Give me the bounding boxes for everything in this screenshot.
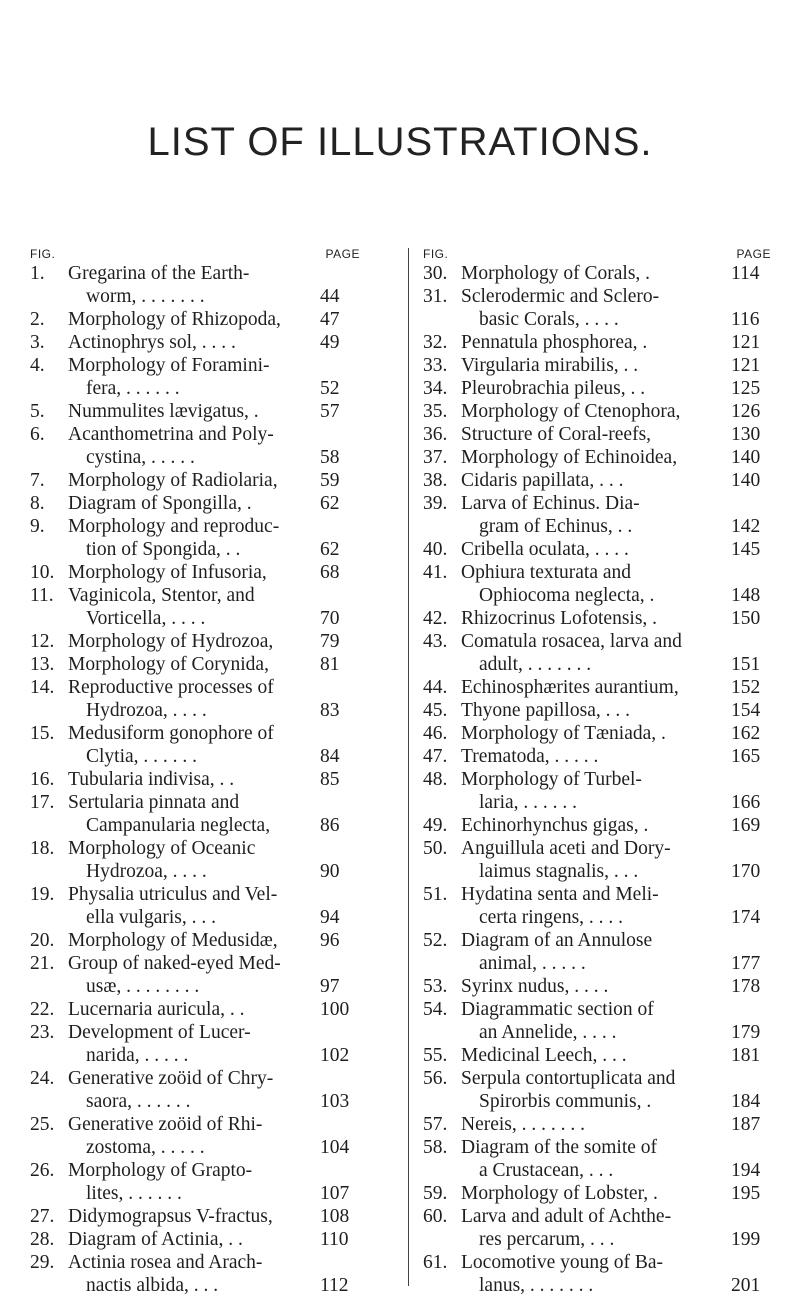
figure-number: 45. [423, 700, 448, 721]
caption-text: Physalia utriculus and Vel- [68, 884, 278, 905]
caption-text: res percarum, . . . [479, 1229, 615, 1250]
page-number: 154 [731, 700, 761, 721]
figure-number: 9. [30, 516, 45, 537]
figure-number: 4. [30, 355, 45, 376]
caption-text: Development of Lucer- [68, 1022, 251, 1043]
list-item [423, 538, 771, 561]
caption-text: lites, . . . . . . [86, 1183, 182, 1204]
caption-text: Ophiura texturata and [461, 562, 632, 583]
page-number: 125 [731, 378, 761, 399]
page-number: 162 [731, 723, 761, 744]
caption-text: Larva and adult of Achthe- [461, 1206, 672, 1227]
page-number: 194 [731, 1160, 761, 1181]
figure-number: 16. [30, 769, 55, 790]
page-number: 126 [731, 401, 761, 422]
caption-text: Morphology of Turbel- [461, 769, 642, 790]
caption-text: Pennatula phosphorea, . [461, 332, 648, 353]
list-item [423, 722, 771, 745]
figure-number: 2. [30, 309, 45, 330]
caption-text: Trematoda, . . . . . [461, 746, 599, 767]
figure-number: 55. [423, 1045, 448, 1066]
list-item [423, 377, 771, 400]
caption-text: Locomotive young of Ba- [461, 1252, 663, 1273]
page-number: 170 [731, 861, 761, 882]
page-number: 100 [320, 999, 350, 1020]
list-item [30, 469, 360, 492]
caption-text: Cidaris papillata, . . . [461, 470, 624, 491]
caption-text: Diagram of Actinia, . . [68, 1229, 243, 1250]
caption-text: Actinophrys sol, . . . . [68, 332, 236, 353]
list-item [30, 1067, 360, 1113]
caption-text: Pleurobrachia pileus, . . [461, 378, 646, 399]
page-number: 116 [731, 309, 760, 330]
caption-text: Lucernaria auricula, . . [68, 999, 245, 1020]
list-item [30, 515, 360, 561]
caption-text: ella vulgaris, . . . [86, 907, 216, 928]
page-number: 59 [320, 470, 340, 491]
list-item [423, 975, 771, 998]
list-item [30, 998, 360, 1021]
list-item [30, 1205, 360, 1228]
figure-number: 33. [423, 355, 448, 376]
figure-number: 60. [423, 1206, 448, 1227]
caption-text: Clytia, . . . . . . [86, 746, 198, 767]
caption-text: Serpula contortuplicata and [461, 1068, 676, 1089]
list-item [423, 1044, 771, 1067]
caption-text: Echinorhynchus gigas, . [461, 815, 649, 836]
figure-number: 3. [30, 332, 45, 353]
figure-number: 17. [30, 792, 55, 813]
list-item [30, 1159, 360, 1205]
caption-text: Vorticella, . . . . [86, 608, 206, 629]
list-item [30, 676, 360, 722]
list-item [423, 745, 771, 768]
caption-text: Diagram of the somite of [461, 1137, 658, 1158]
caption-text: Vaginicola, Stentor, and [68, 585, 255, 606]
figure-number: 7. [30, 470, 45, 491]
caption-text: Hydrozoa, . . . . [86, 700, 207, 721]
list-item [423, 814, 771, 837]
caption-text: Cribella oculata, . . . . [461, 539, 629, 560]
list-item [30, 561, 360, 584]
page-number: 94 [320, 907, 340, 928]
caption-text: Morphology of Hydrozoa, [68, 631, 274, 652]
page-number: 107 [320, 1183, 350, 1204]
figure-number: 48. [423, 769, 448, 790]
list-item [30, 1228, 360, 1251]
figure-number: 57. [423, 1114, 448, 1135]
list-item [30, 1113, 360, 1159]
list-item [423, 929, 771, 975]
page-number: 104 [320, 1137, 350, 1158]
list-item [30, 768, 360, 791]
page-number: 70 [320, 608, 340, 629]
page-number: 52 [320, 378, 340, 399]
caption-text: Thyone papillosa, . . . [461, 700, 630, 721]
list-item [423, 469, 771, 492]
page-number: 68 [320, 562, 340, 583]
caption-text: laria, . . . . . . [479, 792, 578, 813]
list-item [423, 607, 771, 630]
page-label: PAGE [325, 247, 360, 261]
caption-text: Morphology of Lobster, . [461, 1183, 658, 1204]
caption-text: Morphology of Tæniada, . [461, 723, 666, 744]
caption-text: Nummulites lævigatus, . [68, 401, 259, 422]
caption-text: Echinosphærites aurantium, [461, 677, 679, 698]
list-item [423, 492, 771, 538]
caption-text: Reproductive processes of [68, 677, 274, 698]
caption-text: Hydatina senta and Meli- [461, 884, 659, 905]
list-item [423, 285, 771, 331]
figure-number: 28. [30, 1229, 55, 1250]
figure-number: 37. [423, 447, 448, 468]
list-item [423, 561, 771, 607]
page-number: 112 [320, 1275, 349, 1296]
caption-text: certa ringens, . . . . [479, 907, 624, 928]
caption-text: Generative zoöid of Rhi- [68, 1114, 263, 1135]
figure-number: 5. [30, 401, 45, 422]
caption-text: Tubularia indivisa, . . [68, 769, 235, 790]
caption-text: Diagram of Spongilla, . [68, 493, 252, 514]
list-item [423, 1136, 771, 1182]
figure-number: 27. [30, 1206, 55, 1227]
caption-text: Comatula rosacea, larva and [461, 631, 682, 652]
figure-number: 47. [423, 746, 448, 767]
page-number: 86 [320, 815, 340, 836]
caption-text: Diagrammatic section of [461, 999, 654, 1020]
caption-text: Morphology of Medusidæ, [68, 930, 278, 951]
illustration-list [423, 262, 771, 1297]
list-item [423, 446, 771, 469]
page-number: 44 [320, 286, 340, 307]
caption-text: Diagram of an Annulose [461, 930, 653, 951]
page-number: 140 [731, 470, 761, 491]
page-number: 85 [320, 769, 340, 790]
caption-text: a Crustacean, . . . [479, 1160, 614, 1181]
page-number: 174 [731, 907, 761, 928]
page-number: 195 [731, 1183, 761, 1204]
column-divider [408, 248, 409, 1286]
figure-number: 21. [30, 953, 55, 974]
figure-number: 35. [423, 401, 448, 422]
figure-number: 29. [30, 1252, 55, 1273]
page-number: 179 [731, 1022, 761, 1043]
figure-number: 58. [423, 1137, 448, 1158]
page-number: 151 [731, 654, 761, 675]
caption-text: laimus stagnalis, . . . [479, 861, 639, 882]
page-number: 103 [320, 1091, 350, 1112]
figure-number: 54. [423, 999, 448, 1020]
caption-text: Group of naked-eyed Med- [68, 953, 281, 974]
caption-text: Larva of Echinus. Dia- [461, 493, 640, 514]
figure-number: 39. [423, 493, 448, 514]
figure-number: 8. [30, 493, 45, 514]
caption-text: Hydrozoa, . . . . [86, 861, 207, 882]
list-item [30, 1021, 360, 1067]
figure-number: 14. [30, 677, 55, 698]
list-item [423, 262, 771, 285]
page-number: 169 [731, 815, 761, 836]
page-number: 90 [320, 861, 340, 882]
page-number: 58 [320, 447, 340, 468]
caption-text: Morphology and reproduc- [68, 516, 280, 537]
figure-number: 59. [423, 1183, 448, 1204]
list-item [30, 423, 360, 469]
list-item [30, 929, 360, 952]
list-item [423, 331, 771, 354]
caption-text: Morphology of Echinoidea, [461, 447, 678, 468]
list-item [423, 998, 771, 1044]
figure-number: 44. [423, 677, 448, 698]
figure-number: 53. [423, 976, 448, 997]
figure-number: 32. [423, 332, 448, 353]
page-number: 97 [320, 976, 340, 997]
caption-text: Sclerodermic and Sclero- [461, 286, 660, 307]
caption-text: Acanthometrina and Poly- [68, 424, 274, 445]
page-number: 79 [320, 631, 340, 652]
list-item [30, 308, 360, 331]
right-column [423, 246, 771, 1297]
figure-number: 30. [423, 263, 448, 284]
caption-text: gram of Echinus, . . [479, 516, 633, 537]
caption-text: worm, . . . . . . . [86, 286, 205, 307]
caption-text: Generative zoöid of Chry- [68, 1068, 274, 1089]
column-header [423, 246, 771, 262]
figure-number: 23. [30, 1022, 55, 1043]
caption-text: Rhizocrinus Lofotensis, . [461, 608, 658, 629]
page-number: 130 [731, 424, 761, 445]
caption-text: Actinia rosea and Arach- [68, 1252, 263, 1273]
page-number: 166 [731, 792, 761, 813]
list-item [423, 1067, 771, 1113]
caption-text: Syrinx nudus, . . . . [461, 976, 609, 997]
list-item [30, 883, 360, 929]
figure-number: 46. [423, 723, 448, 744]
list-item [423, 837, 771, 883]
page-number: 181 [731, 1045, 761, 1066]
caption-text: usæ, . . . . . . . . [86, 976, 200, 997]
page-number: 114 [731, 263, 760, 284]
caption-text: narida, . . . . . [86, 1045, 189, 1066]
list-item [423, 630, 771, 676]
page-number: 177 [731, 953, 761, 974]
list-item [30, 837, 360, 883]
column-header [30, 246, 360, 262]
caption-text: Nereis, . . . . . . . [461, 1114, 586, 1135]
list-item [423, 1205, 771, 1251]
list-item [30, 584, 360, 630]
page-number: 148 [731, 585, 761, 606]
caption-text: Anguillula aceti and Dory- [461, 838, 671, 859]
caption-text: Gregarina of the Earth- [68, 263, 250, 284]
page-number: 108 [320, 1206, 350, 1227]
list-item [30, 492, 360, 515]
list-item [30, 722, 360, 768]
list-item [423, 354, 771, 377]
list-item [30, 354, 360, 400]
caption-text: Morphology of Oceanic [68, 838, 256, 859]
figure-number: 41. [423, 562, 448, 583]
figure-number: 19. [30, 884, 55, 905]
list-item [423, 1182, 771, 1205]
caption-text: basic Corals, . . . . [479, 309, 619, 330]
figure-number: 38. [423, 470, 448, 491]
caption-text: Ophiocoma neglecta, . [479, 585, 655, 606]
page-number: 47 [320, 309, 340, 330]
page-title: LIST OF ILLUSTRATIONS. [147, 120, 653, 164]
page-number: 102 [320, 1045, 350, 1066]
page-number: 140 [731, 447, 761, 468]
caption-text: Medicinal Leech, . . . [461, 1045, 627, 1066]
figure-number: 50. [423, 838, 448, 859]
list-item [30, 653, 360, 676]
caption-text: Morphology of Corynida, [68, 654, 269, 675]
figure-number: 61. [423, 1252, 448, 1273]
list-item [30, 630, 360, 653]
caption-text: animal, . . . . . [479, 953, 586, 974]
caption-text: adult, . . . . . . . [479, 654, 592, 675]
caption-text: Morphology of Grapto- [68, 1160, 253, 1181]
figure-number: 1. [30, 263, 45, 284]
page-number: 145 [731, 539, 761, 560]
figure-number: 20. [30, 930, 55, 951]
figure-number: 40. [423, 539, 448, 560]
caption-text: tion of Spongida, . . [86, 539, 241, 560]
left-column [30, 246, 360, 1297]
figure-number: 25. [30, 1114, 55, 1135]
figure-number: 10. [30, 562, 55, 583]
figure-number: 18. [30, 838, 55, 859]
list-item [30, 400, 360, 423]
page-number: 201 [731, 1275, 761, 1296]
caption-text: fera, . . . . . . [86, 378, 180, 399]
caption-text: Morphology of Rhizopoda, [68, 309, 281, 330]
caption-text: Morphology of Foramini- [68, 355, 270, 376]
figure-number: 43. [423, 631, 448, 652]
figure-number: 36. [423, 424, 448, 445]
figure-number: 52. [423, 930, 448, 951]
figure-number: 26. [30, 1160, 55, 1181]
caption-text: Spirorbis communis, . [479, 1091, 652, 1112]
list-item [30, 262, 360, 308]
page-number: 57 [320, 401, 340, 422]
figure-number: 49. [423, 815, 448, 836]
page-number: 152 [731, 677, 761, 698]
page-number: 110 [320, 1229, 349, 1250]
figure-number: 34. [423, 378, 448, 399]
list-item [423, 699, 771, 722]
list-item [423, 1251, 771, 1297]
caption-text: Virgularia mirabilis, . . [461, 355, 639, 376]
caption-text: Morphology of Infusoria, [68, 562, 267, 583]
page-number: 150 [731, 608, 761, 629]
page-number: 178 [731, 976, 761, 997]
figure-number: 56. [423, 1068, 448, 1089]
list-item [423, 676, 771, 699]
figure-number: 15. [30, 723, 55, 744]
page-number: 49 [320, 332, 340, 353]
caption-text: Medusiform gonophore of [68, 723, 274, 744]
figure-number: 31. [423, 286, 448, 307]
list-item [423, 423, 771, 446]
page-number: 84 [320, 746, 340, 767]
page-number: 96 [320, 930, 340, 951]
page-label: PAGE [736, 247, 771, 261]
caption-text: nactis albida, . . . [86, 1275, 219, 1296]
caption-text: Structure of Coral-reefs, [461, 424, 652, 445]
illustration-list [30, 262, 360, 1297]
fig-label: FIG. [30, 247, 56, 261]
page-number: 81 [320, 654, 340, 675]
page-number: 62 [320, 493, 340, 514]
figure-number: 42. [423, 608, 448, 629]
page-number: 142 [731, 516, 761, 537]
fig-label: FIG. [423, 247, 449, 261]
list-item [30, 952, 360, 998]
figure-number: 11. [30, 585, 54, 606]
page-number: 121 [731, 332, 761, 353]
page-number: 62 [320, 539, 340, 560]
page-number: 184 [731, 1091, 761, 1112]
figure-number: 51. [423, 884, 448, 905]
caption-text: Morphology of Corals, . [461, 263, 651, 284]
figure-number: 13. [30, 654, 55, 675]
caption-text: Campanularia neglecta, [86, 815, 271, 836]
caption-text: an Annelide, . . . . [479, 1022, 617, 1043]
caption-text: saora, . . . . . . [86, 1091, 191, 1112]
figure-number: 22. [30, 999, 55, 1020]
caption-text: zostoma, . . . . . [86, 1137, 205, 1158]
list-item [423, 400, 771, 423]
caption-text: Morphology of Radiolaria, [68, 470, 278, 491]
list-item [423, 1113, 771, 1136]
figure-number: 24. [30, 1068, 55, 1089]
list-item [30, 791, 360, 837]
page-number: 199 [731, 1229, 761, 1250]
list-item [423, 883, 771, 929]
page-number: 121 [731, 355, 761, 376]
page-number: 165 [731, 746, 761, 767]
figure-number: 6. [30, 424, 45, 445]
caption-text: lanus, . . . . . . . [479, 1275, 594, 1296]
caption-text: cystina, . . . . . [86, 447, 195, 468]
list-item [423, 768, 771, 814]
list-item [30, 1251, 360, 1297]
page-number: 187 [731, 1114, 761, 1135]
figure-number: 12. [30, 631, 55, 652]
caption-text: Sertularia pinnata and [68, 792, 240, 813]
page-number: 83 [320, 700, 340, 721]
caption-text: Didymograpsus V-fractus, [68, 1206, 273, 1227]
caption-text: Morphology of Ctenophora, [461, 401, 681, 422]
list-item [30, 331, 360, 354]
